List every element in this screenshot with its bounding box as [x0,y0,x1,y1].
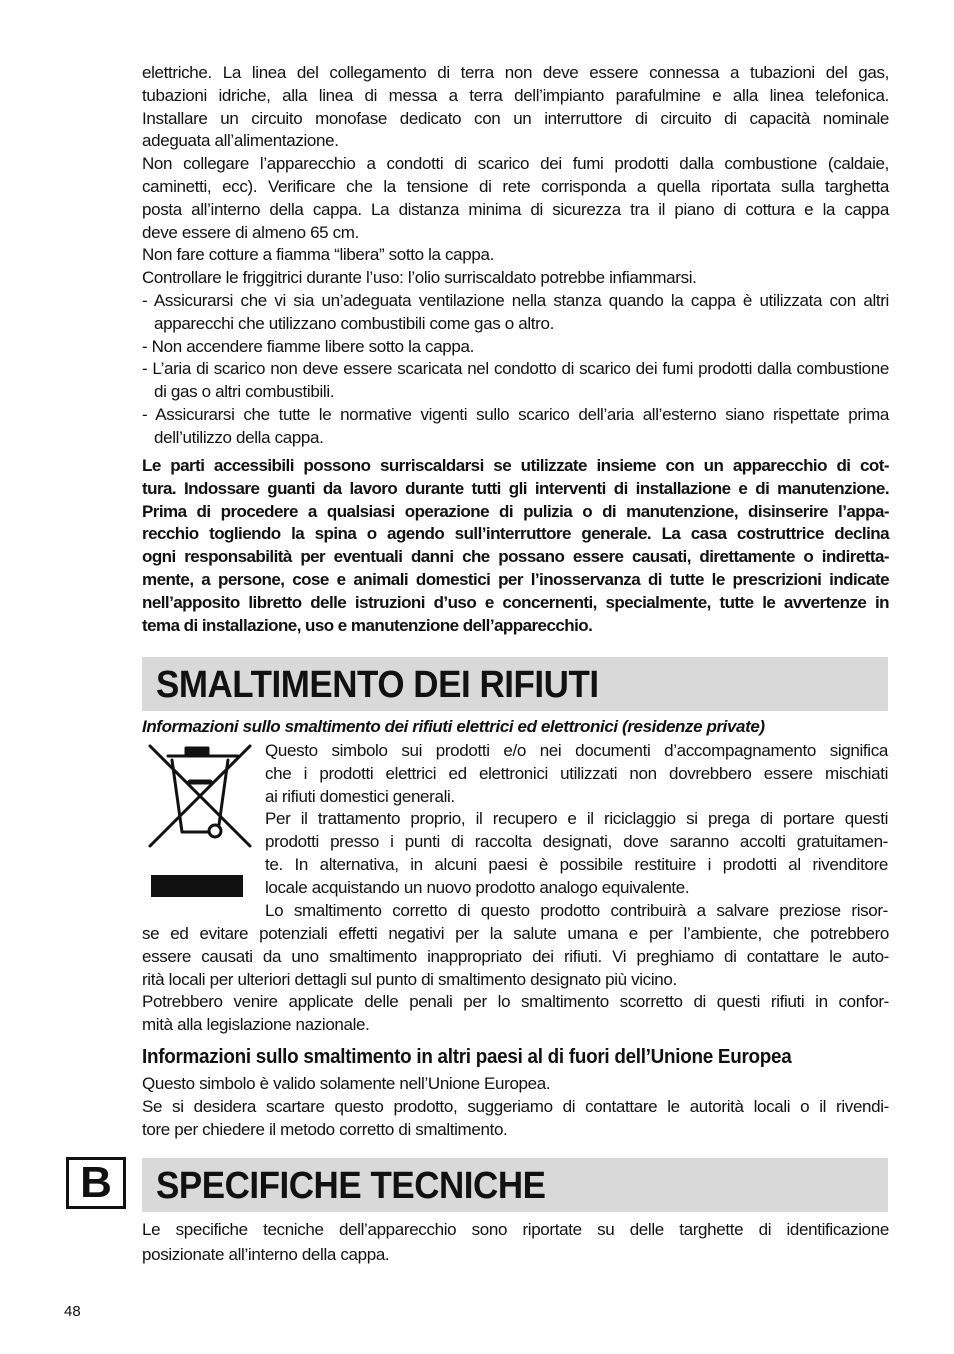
bullet-item: - Assicurarsi che vi sia un’adeguata ventilazione nella stanza quando la cappa è utilizzata con altri apparecchi che utilizzano combustibili come gas o altro. [142,290,889,333]
intro-line: Installare un circuito monofase dedicato con un interruttore di circuito di capacità nominale [142,108,889,128]
warning-line: Le parti accessibili possono surriscaldarsi se utilizzate insieme con un apparecchio di cot- [142,456,889,475]
warning-line: Prima di procedere a qualsiasi operazione di pulizia o di manutenzione, disinserire l’appa- [142,501,889,521]
disposal-full-text [142,923,889,1037]
non-eu-line: Se si desidera scartare questo prodotto, suggeriamo di contattare le autorità locali o il rivendi- [142,1096,889,1116]
intro-line: Non collegare l’apparecchio a condotti di scarico dei fumi prodotti dalla combustione (caldaie, [142,154,889,174]
section-title: SPECIFICHE TECNICHE [156,1165,546,1207]
warning-line: mente, a persone, cose e animali domestici per l’inosservanza di tutte le prescrizioni indicate [142,569,889,589]
non-eu-text [142,1073,889,1141]
section-badge [66,1157,126,1209]
intro-line: posta all’interno della cappa. La distanza minima di sicurezza tra il piano di cottura e la cappa [142,199,889,219]
warning-line: ogni responsabilità per eventuali danni che possano essere causati, direttamente o indiretta- [142,547,889,567]
intro-line: tubazioni idriche, alla linea di messa a terra dell’impianto parafulmine e alla linea telefonica. [142,85,889,105]
section-header-specs [142,1158,888,1212]
warning-line: recchio togliendo la spina o agendo sull’interruttore generale. La casa costruttrice declina [142,524,889,544]
specs-line: Le specifiche tecniche dell’apparecchio sono riportate su delle targhette di identificazione [142,1220,889,1239]
bullet-item: - Assicurarsi che tutte le normative vigenti sullo scarico dell’aria all’esterno siano rispettate prima dell’utilizzo della cappa. [142,404,889,447]
disposal-line: ai rifiuti domestici generali. [265,786,455,806]
disposal-subtitle: Informazioni sullo smaltimento dei rifiuti elettrici ed elettronici (residenze private) [142,717,765,736]
warning-line: tema di installazione, uso e manutenzione dell’apparecchio. [142,615,593,635]
disposal-line: se ed evitare potenziali effetti negativi per la salute umana e per l’ambiente, che potrebbero [142,924,889,943]
bullet-item: - L’aria di scarico non deve essere scaricata nel condotto di scarico dei fumi prodotti dalla combustione di gas o altri combustibili. [142,359,889,402]
warning-text [142,455,889,637]
weee-crossed-bin-icon [140,742,254,900]
disposal-line: prodotti presso i punti di raccolta designati, dove saranno accolti gratuitamen- [265,832,888,852]
disposal-line: che i prodotti elettrici ed elettronici utilizzati non dovrebbero essere mischiati [265,763,888,783]
intro-line: Controllare le friggitrici durante l’uso: l’olio surriscaldato potrebbe infiammarsi. [142,268,697,288]
bullet-item: - Non accendere fiamme libere sotto la cappa. [142,336,474,356]
section-badge-letter: B [80,1158,112,1207]
section-title: SMALTIMENTO DEI RIFIUTI [156,664,599,706]
disposal-line: Potrebbero venire applicate delle penali per lo smaltimento scorretto di questi rifiuti in confor- [142,992,889,1012]
non-eu-heading: Informazioni sullo smaltimento in altri paesi al di fuori dell’Unione Europea [142,1045,792,1068]
intro-line: Non fare cotture a fiamma “libera” sotto la cappa. [142,245,494,265]
disposal-line: Per il trattamento proprio, il recupero e il riciclaggio si prega di portare questi [265,809,888,829]
disposal-line: essere causati da uno smaltimento inappropriato dei rifiuti. Vi preghiamo di contattare le auto- [142,946,889,966]
section-header-disposal [142,657,888,711]
disposal-line: Lo smaltimento corretto di questo prodotto contribuirà a salvare preziose risor- [265,900,888,920]
intro-line: elettriche. La linea del collegamento di terra non deve essere connessa a tubazioni del gas, [142,63,889,82]
disposal-line: te. In alternativa, in alcuni paesi è possibile restituire i prodotti al rivenditore [265,854,888,874]
disposal-line: mità alla legislazione nazionale. [142,1015,370,1035]
disposal-side-text [265,740,888,922]
intro-line: deve essere di almeno 65 cm. [142,222,359,242]
warning-line: nell’apposito libretto delle istruzioni d’uso e concernenti, specialmente, tutte le avvertenze in [142,592,889,612]
page-number: 48 [64,1303,81,1320]
intro-line: caminetti, ecc). Verificare che la tensione di rete corrisponda a quella riportata sulla targhetta [142,176,889,196]
specs-line: posizionate all’interno della cappa. [142,1244,390,1264]
non-eu-line: tore per chiedere il metodo corretto di smaltimento. [142,1119,508,1139]
disposal-line: locale acquistando un nuovo prodotto analogo equivalente. [265,877,690,897]
intro-line: adeguata all’alimentazione. [142,131,339,151]
warning-line: tura. Indossare guanti da lavoro durante tutti gli interventi di installazione e di manutenzione. [142,478,889,498]
intro-text [142,62,889,450]
non-eu-line: Questo simbolo è valido solamente nell’Unione Europea. [142,1074,551,1093]
disposal-line: Questo simbolo sui prodotti e/o nei documenti d’accompagnamento significa [265,741,888,760]
disposal-line: rità locali per ulteriori dettagli sul punto di smaltimento designato più vicino. [142,969,677,989]
specs-text [142,1218,889,1267]
